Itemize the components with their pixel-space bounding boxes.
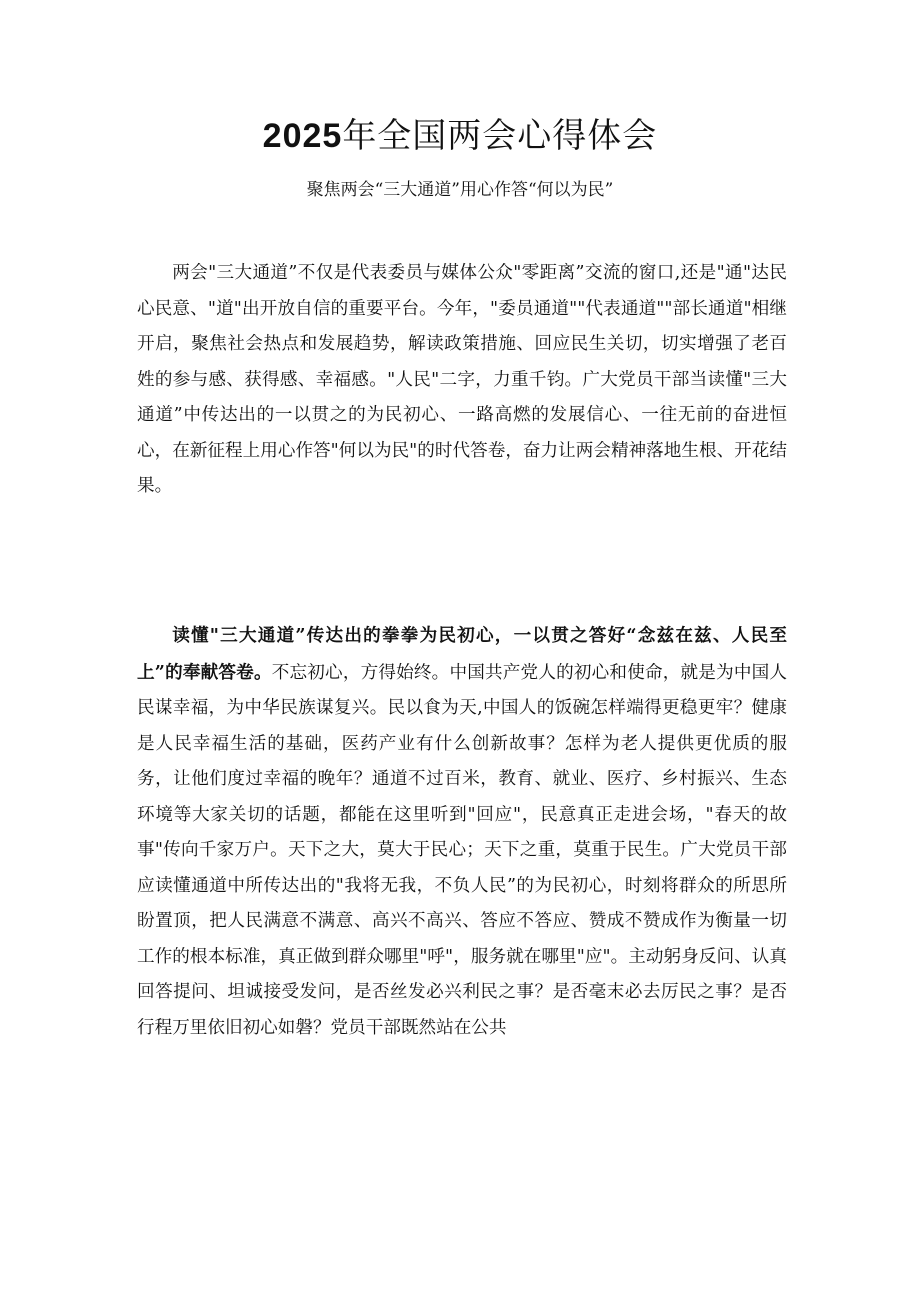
paragraph-2-text: 不忘初心，方得始终。中国共产党人的初心和使命，就是为中国人民谋幸福，为中华民族谋复兴。民以食为天,中国人的饭碗怎样端得更稳更牢？健康是人民幸福生活的基础，医药产业有什么创新故事？怎样为老人提供更优质的服务，让他们度过幸福的晚年？通道不过百米，教育、就业、医疗、乡村振兴、生态环境等大家关切的话题，都能在这里听到"回应"，民意真正走进会场，"春天的故事"传向千家万户。天下之大，莫大于民心；天下之重，莫重于民生。广大党员干部应读懂通道中所传达出的"我将无我，不负人民”的为民初心，时刻将群众的所思所盼置顶，把人民满意不满意、高兴不高兴、答应不答应、赞成不赞成作为衡量一切工作的根本标准，真正做到群众哪里"呼"，服务就在哪里"应"。主动躬身反问、认真回答提问、坦诚接受发问，是否丝发必兴利民之事？是否毫末必去厉民之事？是否行程万里依旧初心如磐？党员干部既然站在公共 bbox=[137, 662, 787, 1038]
document-title bbox=[0, 112, 920, 160]
paragraph-1-text: 两会"三大通道”不仅是代表委员与媒体公众"零距离”交流的窗口,还是"通"达民心民意、"道"出开放自信的重要平台。今年，"委员通道""代表通道""部长通道"相继开启，聚焦社会热点和发展趋势，解读政策措施、回应民生关切，切实增强了老百姓的参与感、获得感、幸福感。"人民"二字，力重千钧。广大党员干部当读懂"三大通道”中传达出的一以贯之的为民初心、一路高燃的发展信心、一往无前的奋进恒心，在新征程上用心作答"何以为民"的时代答卷，奋力让两会精神落地生根、开花结果。 bbox=[137, 263, 787, 496]
paragraph-2-lead: 读懂"三大通道”传达出的拳拳为民初心，一以贯之答好“念兹在兹、人民至上”的奉献答卷。 bbox=[137, 625, 787, 683]
title-year: 2025 bbox=[262, 117, 343, 155]
title-text: 年全国两会心得体会 bbox=[342, 116, 658, 156]
paragraph-1 bbox=[137, 256, 787, 505]
document-subtitle: 聚焦两会“三大通道”用心作答“何以为民” bbox=[306, 180, 614, 200]
paragraph-2 bbox=[137, 618, 787, 1046]
